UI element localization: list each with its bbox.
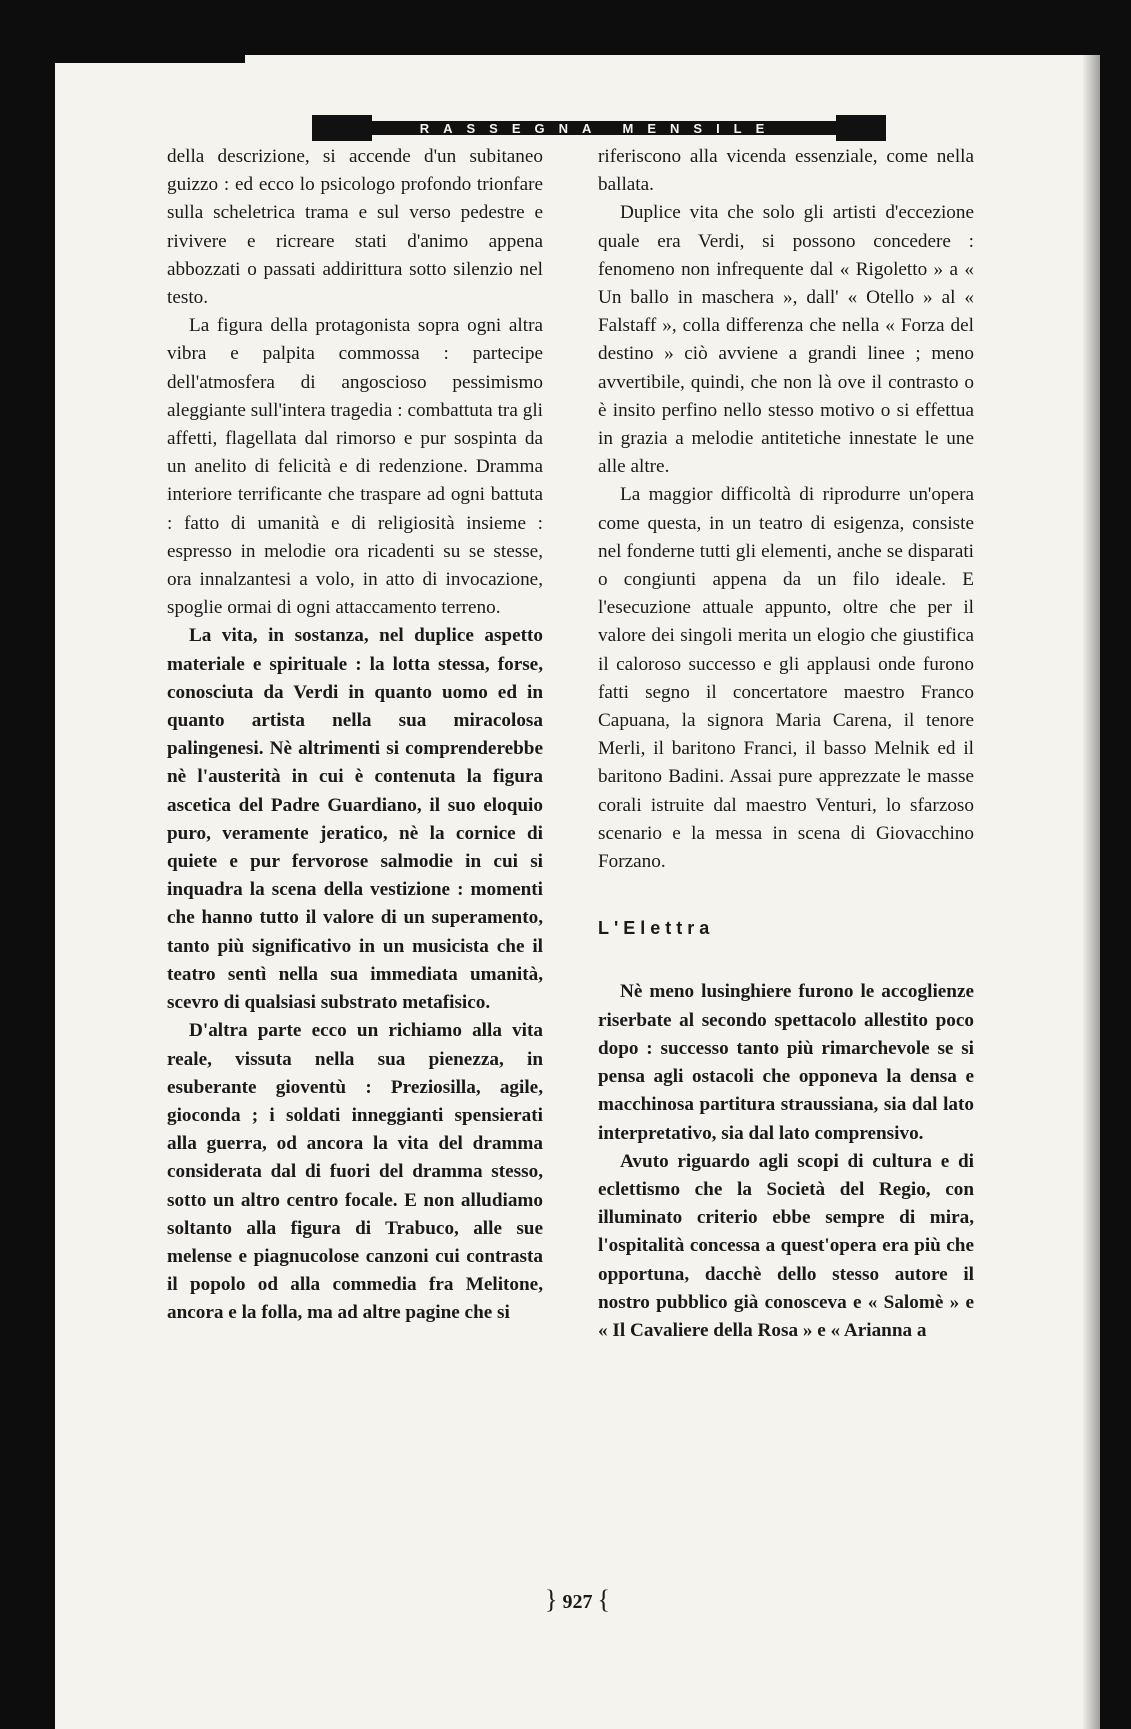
- header-ornament-right: [836, 115, 886, 141]
- paragraph: La vita, in sostanza, nel duplice aspetto materiale e spirituale : la lotta stessa, forse, conosciuta da Verdi in quanto uomo ed in quanto artista nella sua miracolosa palingenesi. Nè altrimenti si comprenderebbe nè l'austerità in cui è contenuta la figura ascetica del Padre Guardiano, il suo eloquio puro, veramente jeratico, nè la cornice di quiete e pur fervorose salmodie in cui si inquadra la scena della vestizione : momenti che hanno tutto il valore di un superamento, tanto più significativo in un musicista che il teatro sentì nella sua immediata umanità, scevro di qualsiasi substrato metafisico.: [167, 625, 543, 1014]
- paragraph: La figura della protagonista sopra ogni altra vibra e palpita commossa : partecipe dell'atmosfera di angoscioso pessimismo aleggiante sull'intera tragedia : combattuta tra gli affetti, flagellata dal rimorso e pur sospinta da un anelito di felicità e di redenzione. Dramma interiore terrificante che traspare ad ogni battuta : fatto di umanità e di religiosità insieme : espresso in melodie ora ricadenti su se stesse, ora innalzantesi a volo, in atto di invocazione, spoglie ormai di ogni attaccamento terreno.: [167, 315, 543, 619]
- paragraph: D'altra parte ecco un richiamo alla vita reale, vissuta nella sua pienezza, in esuberante gioventù : Preziosilla, agile, gioconda ; i soldati inneggianti spensierati alla guerra, od ancora la vita del dramma considerata dal di fuori del dramma stesso, sotto un altro centro focale. E non alludiamo soltanto alla figura di Trabuco, alle sue melense e piagnucolose canzoni cui contrasta il popolo od alla commedia fra Melitone, ancora e la folla, ma ad altre pagine che si: [167, 1020, 543, 1324]
- binding-shadow: [1082, 55, 1100, 1729]
- paragraph: della descrizione, si accende d'un subitaneo guizzo : ed ecco lo psicologo profondo trionfare sulla scheletrica trama e sul verso pedestre e rivivere e ricreare stati d'animo appena abbozzati o passati addirittura sotto silenzio nel testo.: [167, 146, 543, 309]
- running-header: [312, 115, 886, 141]
- paragraph: La maggior difficoltà di riprodurre un'opera come questa, in un teatro di esigenza, consiste nel fonderne tutti gli elementi, anche se disparati o congiunti appena da un filo ideale. E l'esecuzione attuale appunto, oltre che per il valore dei singoli merita un elogio che giustifica il caloroso successo e gli applausi onde furono fatti segno il concertatore maestro Franco Capuana, la signora Maria Carena, il tenore Merli, il baritono Franci, il basso Melnik ed il baritono Badini. Assai pure apprezzate le masse corali istruite dal maestro Venturi, lo sfarzoso scenario e la messa in scena di Giovacchino Forzano.: [598, 484, 974, 873]
- folio-bracket-left: }: [545, 1585, 558, 1614]
- scan-border: [55, 55, 245, 63]
- right-column: [598, 143, 974, 1345]
- page-folio: [55, 1585, 1100, 1615]
- page-number: 927: [562, 1591, 593, 1613]
- section-heading: L'Elettra: [598, 918, 715, 939]
- paragraph: Nè meno lusinghiere furono le accoglienze riserbate al secondo spettacolo allestito poco dopo : successo tanto più rimarchevole se si pensa agli ostacoli che opponeva la densa e macchinosa partitura straussiana, sia dal lato interpretativo, sia dal lato comprensivo.: [598, 981, 974, 1144]
- header-ornament-left: [312, 115, 372, 141]
- document-page: [55, 55, 1100, 1729]
- paragraph: Duplice vita che solo gli artisti d'eccezione quale era Verdi, si possono concedere : fenomeno non infrequente dal « Rigoletto » a « Un ballo in maschera », dall' « Otello » al « Falstaff », colla differenza che nella « Forza del destino » ciò avviene a grandi linee ; meno avvertibile, quindi, che non là ove il contrasto o è insito perfino nello stesso motivo o si effettua in grazia a melodie antitetiche innestate le une alle altre.: [598, 202, 974, 478]
- folio-bracket-right: {: [597, 1585, 610, 1614]
- left-column: [167, 143, 543, 1328]
- running-title: RASSEGNA MENSILE: [419, 120, 779, 136]
- paragraph: riferiscono alla vicenda essenziale, come nella ballata.: [598, 146, 974, 196]
- paragraph: Avuto riguardo agli scopi di cultura e di eclettismo che la Società del Regio, con illuminato criterio ebbe sempre di mira, l'ospitalità concessa a quest'opera era più che opportuna, dacchè dello stesso autore il nostro pubblico già conosceva e « Salomè » e « Il Cavaliere della Rosa » e « Arianna a: [598, 1150, 974, 1341]
